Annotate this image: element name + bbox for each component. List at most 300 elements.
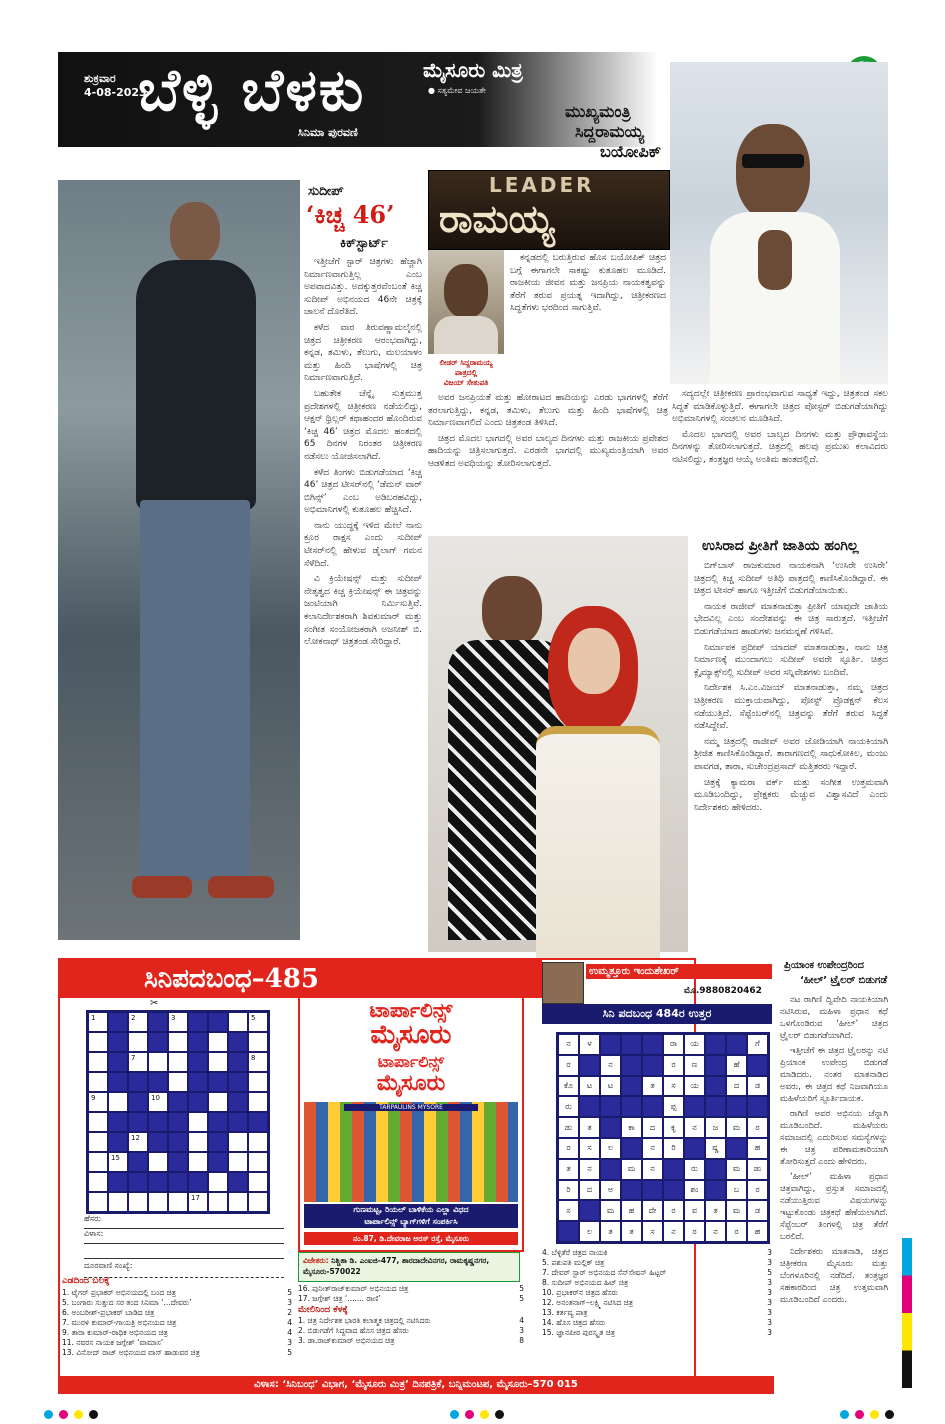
answer-cell: ನ xyxy=(579,1159,600,1180)
answer-cell: ರ xyxy=(726,1221,747,1242)
crossword-cell[interactable] xyxy=(88,1032,108,1052)
answer-cell xyxy=(705,1159,726,1180)
answers-clue-list xyxy=(542,1248,772,1338)
crossword-cell[interactable] xyxy=(248,1012,268,1032)
crossword-cell xyxy=(208,1012,228,1032)
yellow-dot-2 xyxy=(480,1410,489,1419)
clue-text: 5. ಬಂಗಾರು ಸುತ್ತುದ ಸರ ತಂದ ಸಿನಿಮಾ ‘...ದೇವರು’ xyxy=(62,1298,192,1307)
woman-dress xyxy=(536,726,660,960)
crossword-cell xyxy=(148,1112,168,1132)
crossword-cell[interactable] xyxy=(88,1192,108,1212)
crossword-cell[interactable] xyxy=(248,1092,268,1112)
answer-cell: ಅ xyxy=(600,1180,621,1201)
answer-cell xyxy=(600,1034,621,1055)
romance-para-5: ನಮ್ಮ ಚಿತ್ರದಲ್ಲಿ ರಾಜೀವ್ ಅವರ ಜೋಡಿಯಾಗಿ ನಾಯಕಿಯಾಗಿ ಶ್ರೀಜಿತ ಕಾಣಿಸಿಕೊಂಡಿದ್ದಾರೆ. ತಾರಾಗಣದಲ್ಲಿ ಸಾಧುಕೋಕಿಲ, ಮಂಜು ಪಾವಗಡ, ತಾರಾ, ಸುಚೇಂದ್ರಪ್ರಸಾದ್ ಮತ್ತಿತರರು ಇದ್ದಾರೆ. xyxy=(694,736,888,772)
magenta-dot-3 xyxy=(855,1410,864,1419)
crossword-cell xyxy=(228,1072,248,1092)
answer-cell: ರ xyxy=(663,1055,684,1076)
crossword-cell[interactable] xyxy=(128,1052,148,1072)
crossword-cell xyxy=(128,1152,148,1172)
crossword-cell[interactable] xyxy=(148,1052,168,1072)
registration-marks-left xyxy=(44,1404,104,1423)
cell-number: 10 xyxy=(151,1094,160,1102)
crossword-cell[interactable] xyxy=(168,1192,188,1212)
crossword-cell xyxy=(108,1112,128,1132)
clue-length: 3 xyxy=(767,1328,772,1337)
clue-row xyxy=(298,1316,524,1326)
crossword-cell[interactable] xyxy=(208,1092,228,1112)
crossword-cell xyxy=(108,1132,128,1152)
crossword-cell[interactable] xyxy=(128,1132,148,1152)
answer-cell: ಮ xyxy=(726,1159,747,1180)
crossword-cell[interactable] xyxy=(188,1192,208,1212)
crossword-cell[interactable] xyxy=(88,1052,108,1072)
crossword-cell[interactable] xyxy=(148,1092,168,1112)
sudeep-para-6: ವಿ ಕ್ರಿಯೇಷನ್ಸ್ ಮತ್ತು ಸುದೀಪ್ ನೇತೃತ್ವದ ಕಿಚ್ಚ ಕ್ರಿಯೇಷನ್ಸ್ ಈ ಚಿತ್ರವನ್ನು ಜಂಟಿಯಾಗಿ ನಿರ್ಮಿಸುತ್ತಿವೆ. ಕಲಾನಿರ್ದೇಶಕರಾಗಿ ಶಿವಕುಮಾರ್ ಮತ್ತು ಸಂಗೀತ ಸಂಯೋಜಕರಾಗಿ ಅಜನೀಶ್ ಬಿ. ಲೋಕನಾಥ್ ಚಿತ್ರತಂಡ ಸೇರಿದ್ದಾರೆ. xyxy=(304,574,422,648)
crossword-cell xyxy=(228,1052,248,1072)
answer-cell: ನ xyxy=(558,1034,579,1055)
answer-cell: ಸ xyxy=(579,1138,600,1159)
shop-sign: TARPAULINS MYSORE xyxy=(344,1104,478,1111)
answer-cell xyxy=(726,1096,747,1117)
clue-length: 3 xyxy=(767,1278,772,1287)
clue-row xyxy=(62,1288,292,1298)
address-field-2[interactable] xyxy=(84,1244,284,1259)
caption-line-3: ವಿಜಯ್ ಸೇತುಪತಿ xyxy=(443,378,489,387)
crossword-cell[interactable] xyxy=(108,1152,128,1172)
clue-row xyxy=(542,1248,772,1258)
crossword-cell[interactable] xyxy=(88,1072,108,1092)
leader-story-body-right xyxy=(672,388,888,534)
crossword-cell xyxy=(148,1072,168,1092)
crossword-cell[interactable] xyxy=(188,1112,208,1132)
answer-cell: ಸ xyxy=(558,1200,579,1221)
ad-line-3: ಟಾರ್ಪಾಲಿನ್ಸ್ xyxy=(377,1052,445,1071)
answer-cell: ಡ xyxy=(747,1076,768,1097)
leader-kicker-1: ಮುಖ್ಯಮಂತ್ರಿ xyxy=(565,102,631,121)
upendra-para-2: ಇತ್ತೀಚೆಗೆ ಈ ಚಿತ್ರದ ಟ್ರೈಲರನ್ನು ನಟಿ ಪ್ರಿಯಾಂಕ ಉಪೇಂದ್ರ ಬಿಡುಗಡೆ ಮಾಡಿದರು. ನಂತರ ಮಾತನಾಡಿದ ಅವರು, ಈ ಚಿತ್ರದ ಕಥೆ ನಿಜವಾಗಿಯೂ ಮಹಿಳೆಯರಿಗೆ ಸ್ಪೂರ್ತಿದಾಯಕ. xyxy=(780,1046,888,1104)
crossword-cell xyxy=(228,1112,248,1132)
clue-row xyxy=(542,1258,772,1268)
answer-cell: ಮ xyxy=(600,1200,621,1221)
answer-cell xyxy=(579,1055,600,1076)
clue-text: 5. ಪಶುಪತಿ ಮಲ್ಲಿಕ್ ಚಿತ್ರ xyxy=(542,1258,605,1267)
crossword-cell[interactable] xyxy=(168,1052,188,1072)
leader-logo-main: ರಾಮಯ್ಯ xyxy=(439,197,555,241)
answer-cell: ಹ xyxy=(747,1138,768,1159)
clue-row xyxy=(542,1328,772,1338)
romance-para-6: ಚಿತ್ರಕ್ಕೆ ಕ್ಯಾಮರಾ ವರ್ಕ್ ಮತ್ತು ಸಂಗೀತ ಉತ್ತಮವಾಗಿ ಮೂಡಿಬಂದಿದ್ದು, ಪ್ರೇಕ್ಷಕರು ಮೆಚ್ಚುವ ವಿಶ್ವಾಸವಿದೆ ಎಂದು ನಿರ್ದೇಶಕರು ಹೇಳಿದರು. xyxy=(694,777,888,813)
paper-tagline: ● ಸತ್ಯಮೇವ ಜಯತೇ xyxy=(428,86,486,95)
crossword-cell[interactable] xyxy=(168,1012,188,1032)
answer-cell: ಡು xyxy=(747,1159,768,1180)
sudeep-jacket xyxy=(136,260,256,510)
crossword-cell xyxy=(168,1112,188,1132)
ad-line-2: ಮೈಸೂರು xyxy=(370,1020,452,1050)
masthead-subtitle: ಸಿನಿಮಾ ಪುರವಣಿ xyxy=(298,126,358,139)
crossword-cell[interactable] xyxy=(208,1032,228,1052)
answer-cell xyxy=(747,1055,768,1076)
clue-text: 11. ನವರಸ ನಾಯಕ ಜಗ್ಗೇಶ್ ‘ವಾಮಾಸ’ xyxy=(62,1338,164,1347)
crossword-cell xyxy=(248,1112,268,1132)
cell-number: 8 xyxy=(251,1054,256,1062)
clue-text: 15. ಜ್ಞಾನಪೀಠ ಪುರಸ್ಕೃತ ಚಿತ್ರ xyxy=(542,1328,616,1337)
answer-cell: ಮ xyxy=(726,1117,747,1138)
answer-cell: ಸ xyxy=(663,1076,684,1097)
down-title: ಮೇಲಿನಿಂದ ಕೆಳಕ್ಕೆ xyxy=(298,1305,348,1315)
sudeep-subhead: ಕಿಕ್‌ಸ್ಟಾರ್ಟ್ xyxy=(340,236,389,251)
crossword-cell xyxy=(228,1092,248,1112)
answer-cell: ರು xyxy=(684,1159,705,1180)
author-photo xyxy=(542,962,584,1004)
answer-cell xyxy=(726,1034,747,1055)
clue-text: 3. ಡಾ.ರಾಜ್‌ಕುಮಾರ್ ಅಭಿನಯದ ಚಿತ್ರ xyxy=(298,1336,395,1345)
answer-cell: ಣ xyxy=(684,1055,705,1076)
clue-row xyxy=(62,1338,292,1348)
clue-text: 6. ಅಂಬರೀಶ್-ಪ್ರಭಾಕರ್ ಬಾಡಿದ ಚಿತ್ರ xyxy=(62,1308,155,1317)
crossword-cell[interactable] xyxy=(228,1192,248,1212)
clue-length: 3 xyxy=(287,1338,292,1347)
sudeep-para-3: ಬಹುತೇಕ ಚೆನ್ನೈ ಸುತ್ತಮುತ್ತ ಪ್ರದೇಶಗಳಲ್ಲಿ ಚಿತ್ರೀಕರಣ ನಡೆಯಲಿದ್ದು, ಆಕ್ಷನ್ ಥ್ರಿಲ್ಲರ್ ಕಥಾಹಂದರ ಹೊಂದಿರುವ ‘ಕಿಚ್ಚ 46’ ಚಿತ್ರದ ಮೊದಲ ಹಂತದಲ್ಲಿ 65 ದಿನಗಳ ನಿರಂತರ ಚಿತ್ರೀಕರಣ ನಡೆಸಲು ಯೋಜಿಸಲಾಗಿದೆ. xyxy=(304,388,422,462)
leader-kicker-2: ಸಿದ್ದರಾಮಯ್ಯ xyxy=(575,122,644,141)
answer-cell: ರಿ xyxy=(558,1180,579,1201)
answer-cell: ನ xyxy=(705,1221,726,1242)
answers-author: ಉಮ್ಮತ್ತೂರು ಇಂದುಶೇಖರ್ xyxy=(586,964,772,979)
sudeep-para-1: ಇತ್ತೀಚೆಗೆ ಸ್ಟಾರ್ ಚಿತ್ರಗಳು ಹೆಚ್ಚಾಗಿ ನಿರ್ಮಾಣವಾಗುತ್ತಿಲ್ಲ ಎಂಬ ಅಪವಾದವಿತ್ತು. ಅದಕ್ಕುತ್ತರವೆಂಬಂತೆ ಕಿಚ್ಚ ಸುದೀಪ್ ಅಭಿನಯದ 46ನೇ ಚಿತ್ರಕ್ಕೆ ಚಾಲನೆ ದೊರೆತಿದೆ. xyxy=(304,257,422,318)
clue-text: 7. ಮುರಳಿ ಕುಮಾರ್-ಗಾಯತ್ರಿ ಅಭಿನಯದ ಚಿತ್ರ xyxy=(62,1318,177,1327)
cyan-dot-2 xyxy=(450,1410,459,1419)
upendra-headline-2: ‘ಹೀಲ್’ ಟ್ರೈಲರ್ ಬಿಡುಗಡೆ xyxy=(800,975,888,986)
clue-length: 4 xyxy=(287,1318,292,1327)
answer-cell: ಹ xyxy=(747,1221,768,1242)
crossword-cell xyxy=(108,1032,128,1052)
answer-cell: ಯ xyxy=(684,1076,705,1097)
clue-row xyxy=(62,1298,292,1308)
answer-cell: ತ xyxy=(600,1221,621,1242)
crossword-cell[interactable] xyxy=(168,1032,188,1052)
caption-line-1: ಲೀಡರ್ ಸಿದ್ದರಾಮಯ್ಯ xyxy=(439,358,493,367)
clue-length: 5 xyxy=(767,1268,772,1277)
portrait-caption xyxy=(424,358,508,388)
answer-cell: ವ xyxy=(684,1200,705,1221)
answer-cell: ತ xyxy=(642,1076,663,1097)
crossword-cell xyxy=(108,1012,128,1032)
answer-cell xyxy=(579,1200,600,1221)
answer-cell xyxy=(705,1096,726,1117)
clue-length: 4 xyxy=(287,1328,292,1337)
crossword-cell[interactable] xyxy=(128,1012,148,1032)
sudeep-kicker: ಸುದೀಪ್ xyxy=(308,184,344,199)
ad-address: ನಂ.87, ಡಿ.ದೇವರಾಜ ಅರಸ್ ರಸ್ತೆ, ಮೈಸೂರು xyxy=(304,1232,518,1245)
crossword-cell[interactable] xyxy=(188,1152,208,1172)
crossword-cell[interactable] xyxy=(208,1192,228,1212)
answer-cell: ರಿ xyxy=(663,1138,684,1159)
clue-row xyxy=(62,1348,292,1358)
crossword-cell xyxy=(168,1152,188,1172)
crossword-cell[interactable] xyxy=(248,1032,268,1052)
crossword-cell[interactable] xyxy=(88,1092,108,1112)
answer-cell: ದ xyxy=(726,1076,747,1097)
address-field[interactable] xyxy=(84,1229,284,1244)
cell-number: 7 xyxy=(131,1054,136,1062)
answer-cell xyxy=(621,1138,642,1159)
answer-cell: ಲ xyxy=(579,1221,600,1242)
crossword-cell xyxy=(208,1132,228,1152)
registration-marks-right xyxy=(840,1404,900,1423)
man-head xyxy=(482,576,542,646)
crossword-cell[interactable] xyxy=(248,1072,268,1092)
crossword-cell xyxy=(108,1172,128,1192)
crossword-cell[interactable] xyxy=(248,1132,268,1152)
crossword-grid xyxy=(86,1010,270,1214)
cell-number: 17 xyxy=(191,1194,200,1202)
leader-para-3: ಚಿತ್ರದ ಮೊದಲ ಭಾಗದಲ್ಲಿ ಅವರ ಬಾಲ್ಯದ ದಿನಗಳು ಮತ್ತು ರಾಜಕೀಯ ಪ್ರವೇಶದ ಹಾದಿಯನ್ನು ಚಿತ್ರಿಸಲಾಗುತ್ತದೆ. ಎರಡನೇ ಭಾಗದಲ್ಲಿ ಮುಖ್ಯಮಂತ್ರಿಯಾಗಿ ಅವರ ಆಡಳಿತದ ಅವಧಿಯನ್ನು ತೋರಿಸಲಾಗುತ್ತದೆ. xyxy=(428,433,668,469)
right-color-bar xyxy=(902,1238,912,1388)
crossword-cell xyxy=(208,1072,228,1092)
sudeep-headline: ‘ಕಿಚ್ಚ 46’ xyxy=(306,200,395,229)
clue-text: 8. ಸುದೀಪ್ ಅಭಿನಯದ ಹಿಟ್ ಚಿತ್ರ xyxy=(542,1278,629,1287)
crossword-footer: ವಿಳಾಸ: ‘ಸಿನಿಬಂಧ’ ವಿಭಾಗ, ‘ಮೈಸೂರು ಮಿತ್ರ’ ದಿನಪತ್ರಿಕೆ, ಬನ್ನಿಮಂಟಪ, ಮೈಸೂರು–570 015 xyxy=(58,1376,774,1394)
answer-cell: ರ xyxy=(558,1055,579,1076)
clue-text: 9. ತಾರಾ ಕುಮಾರ್-ರಾಧಿಕ ಅಭಿನಯದ ಚಿತ್ರ xyxy=(62,1328,168,1337)
answer-cell xyxy=(705,1034,726,1055)
answer-cell xyxy=(621,1076,642,1097)
sudeep-para-5: ನಾನು ಯುದ್ಧಕ್ಕೆ ಇಳಿದ ಮೇಲೆ ನಾನು ಕ್ರೂರ ರಾಕ್ಷಸ ಎಂದು ಸುದೀಪ್ ಟೀಸರ್‌ನಲ್ಲಿ ಹೇಳುವ ಡೈಲಾಗ್ ಗಮನ ಸೆಳೆದಿದೆ. xyxy=(304,520,422,569)
answer-cell: ಕಾ xyxy=(621,1117,642,1138)
romance-headline: ಉಸಿರಾದ ಪ್ರೀತಿಗೆ ಜಾತಿಯ ಹಂಗಿಲ್ಲ xyxy=(702,538,859,554)
clue-text: 7. ದೇವರ್ ಸ್ಟಾರ್ ಅಭಿನಯದ ಸೆನ್‌ಸೇಷನ್ ಹಿಟ್ಟರ್ xyxy=(542,1268,667,1277)
upendra-story-body xyxy=(780,994,888,1390)
crossword-cell[interactable] xyxy=(88,1012,108,1032)
answer-cell: ನ xyxy=(642,1159,663,1180)
answer-cell xyxy=(642,1180,663,1201)
answer-cell xyxy=(705,1076,726,1097)
answer-cell xyxy=(621,1096,642,1117)
crossword-cell xyxy=(188,1032,208,1052)
sudeep-para-2: ಕಳೆದ ವಾರ ತಿರುವಣ್ಣಾಮಲೈನಲ್ಲಿ ಚಿತ್ರದ ಚಿತ್ರೀಕರಣ ಆರಂಭವಾಗಿದ್ದು, ಕನ್ನಡ, ತಮಿಳು, ತೆಲುಗು, ಮಲಯಾಳಂ ಮತ್ತು ಹಿಂದಿ ಭಾಷೆಗಳಲ್ಲಿ ಚಿತ್ರ ನಿರ್ಮಾಣವಾಗುತ್ತಿದೆ. xyxy=(304,322,422,384)
upendra-para-1: ನಟ ರಾಗಿಣಿ ದ್ವಿವೇದಿ ನಾಯಕಿಯಾಗಿ ನಟಿಸಿರುವ, ಮಹಿಳಾ ಪ್ರಧಾನ ಕಥೆ ಒಳಗೊಂಡಿರುವ ‘ಹೀಲ್’ ಚಿತ್ರದ ಟ್ರೈಲರ್ ಬಿಡುಗಡೆಯಾಗಿದೆ. xyxy=(780,995,888,1041)
scissor-icon: ✂ xyxy=(150,998,159,1009)
leader-right-para-2: ಮೊದಲ ಭಾಗದಲ್ಲಿ ಅವರ ಬಾಲ್ಯದ ದಿನಗಳು ಮತ್ತು ಪ್ರೌಢಾವಸ್ಥೆಯ ದಿನಗಳನ್ನು ತೋರಿಸಲಾಗುತ್ತದೆ. ಚಿತ್ರದಲ್ಲಿ ಹಲವು ಪ್ರಮುಖ ಕಲಾವಿದರು ನಟಿಸಲಿದ್ದು, ತಂತ್ರಜ್ಞರ ಆಯ್ಕೆ ಅಂತಿಮ ಹಂತದಲ್ಲಿದೆ. xyxy=(672,429,888,465)
crossword-cell[interactable] xyxy=(88,1112,108,1132)
ad-tag-box xyxy=(304,1204,518,1228)
leader-story-body-wide xyxy=(428,392,668,532)
crossword-cell xyxy=(188,1012,208,1032)
answer-cell: ರ xyxy=(747,1180,768,1201)
leader-kicker-3: ಬಯೋಪಿಕ್ xyxy=(600,142,662,161)
ad-tag-2: ಟಾರ್ಪಾಲಿನ್ಸ್ ಬ್ಯಾಗ್‌ಗಳಿಗೆ ಸಂಪರ್ಕಿಸಿ xyxy=(364,1217,458,1226)
upendra-headline-1: ಪ್ರಿಯಾಂಕ ಉಪೇಂದ್ರರಿಂದ xyxy=(784,960,864,971)
crossword-cell[interactable] xyxy=(228,1152,248,1172)
registration-marks-center xyxy=(450,1404,510,1423)
across-clues xyxy=(62,1276,292,1358)
leader-right-para-1: ಸದ್ಯದಲ್ಲೇ ಚಿತ್ರೀಕರಣ ಪ್ರಾರಂಭವಾಗುವ ಸಾಧ್ಯತೆ ಇದ್ದು, ಚಿತ್ರತಂಡ ಸಕಲ ಸಿದ್ಧತೆ ಮಾಡಿಕೊಳ್ಳುತ್ತಿದೆ. ಈಗಾಗಲೇ ಚಿತ್ರದ ಪೋಸ್ಟರ್ ಬಿಡುಗಡೆಯಾಗಿದ್ದು ಅಭಿಮಾನಿಗಳಲ್ಲಿ ಸಂಚಲನ ಮೂಡಿಸಿದೆ. xyxy=(672,389,888,425)
answer-cell: ಡ xyxy=(747,1200,768,1221)
answer-cell xyxy=(747,1096,768,1117)
clue-text: 1. ಚಿತ್ರ ನಿರ್ದೇಶಕ ಭಾರತಿ ಕಲಾತ್ಮಕ ಚಿತ್ರದಲ್ಲಿ ನಟಿಸಿದರು xyxy=(298,1316,431,1325)
crossword-form xyxy=(84,1214,284,1278)
answers-grid xyxy=(556,1032,770,1244)
clue-text: 4. ಬೆಳ್ಳಿತೆರೆ ಚಿತ್ರದ ನಾಯಕಿ xyxy=(542,1248,608,1257)
ad-line-4: ಮೈಸೂರು xyxy=(376,1070,446,1096)
romance-para-1: ಬಿಗ್‌ಬಾಸ್ ರಾಜಕುಮಾರ ನಾಯಕನಾಗಿ ‘ಉಸಿರೇ ಉಸಿರೇ’ ಚಿತ್ರದಲ್ಲಿ ಕಿಚ್ಚ ಸುದೀಪ್ ಅತಿಥಿ ಪಾತ್ರದಲ್ಲಿ ಕಾಣಿಸಿಕೊಂಡಿದ್ದಾರೆ. ಈ ಚಿತ್ರದ ಟೀಸರ್ ಹಾಗೂ ಇತ್ತೀಚೆಗೆ ಬಿಡುಗಡೆಯಾಯಿತು. xyxy=(694,561,888,597)
actor-face xyxy=(444,264,488,318)
clue-length: 5 xyxy=(519,1294,524,1303)
clue-row xyxy=(542,1318,772,1328)
crossword-cell[interactable] xyxy=(88,1152,108,1172)
black-dot-3 xyxy=(885,1410,894,1419)
clue-text: 12. ಅನಂತನಾಗ್–ಲಕ್ಷ್ಮಿ ನಟಿಸಿದ ಚಿತ್ರ xyxy=(542,1298,633,1307)
crossword-cell[interactable] xyxy=(128,1192,148,1212)
crossword-cell xyxy=(108,1072,128,1092)
crossword-title: ಸಿನಿಪದಬಂಧ–485 xyxy=(144,964,319,994)
answer-cell: ಟ xyxy=(579,1076,600,1097)
clue-text: 2. ಬಿಡುಗಡೆಗೆ ಸಿದ್ಧವಾದ ಹೊಸ ಚಿತ್ರದ ಹೆಸರು xyxy=(298,1326,409,1335)
sudeep-jeans xyxy=(140,500,250,880)
name-label: ಹೆಸರು xyxy=(84,1214,101,1223)
answer-cell: ತ xyxy=(621,1221,642,1242)
crossword-cell[interactable] xyxy=(168,1072,188,1092)
crossword-cell xyxy=(148,1012,168,1032)
crossword-cell xyxy=(228,1172,248,1192)
cm-hands xyxy=(758,230,792,290)
answer-cell xyxy=(600,1159,621,1180)
answer-cell: ಲ xyxy=(600,1138,621,1159)
answer-cell xyxy=(600,1117,621,1138)
crossword-cell xyxy=(188,1172,208,1192)
crossword-cell[interactable] xyxy=(228,1012,248,1032)
answer-cell xyxy=(684,1096,705,1117)
answer-cell: ಶಂ xyxy=(684,1180,705,1201)
answer-cell: ಸ xyxy=(642,1221,663,1242)
clue-row xyxy=(298,1336,524,1346)
answer-cell xyxy=(621,1055,642,1076)
crossword-cell[interactable] xyxy=(108,1192,128,1212)
name-field[interactable] xyxy=(84,1214,284,1229)
crossword-cell xyxy=(168,1092,188,1112)
crossword-cell xyxy=(148,1132,168,1152)
clue-length: 5 xyxy=(519,1284,524,1293)
masthead-day: ಶುಕ್ರವಾರ xyxy=(84,72,116,85)
winner-label: ವಿಜೇತರು: xyxy=(303,1256,329,1265)
cyan-dot-3 xyxy=(840,1410,849,1419)
leader-logo-top: LEADER xyxy=(489,173,595,197)
crossword-cell[interactable] xyxy=(148,1152,168,1172)
crossword-cell[interactable] xyxy=(148,1192,168,1212)
answer-cell xyxy=(663,1180,684,1201)
sudeep-head xyxy=(170,202,220,264)
answer-cell: ರಾ xyxy=(663,1034,684,1055)
paper-name: ಮೈಸೂರು ಮಿತ್ರ xyxy=(423,58,523,82)
answer-cell: ದ xyxy=(579,1180,600,1201)
crossword-cell[interactable] xyxy=(88,1172,108,1192)
sudeep-story-body xyxy=(304,256,422,946)
answer-cell xyxy=(705,1180,726,1201)
answer-cell: ರ xyxy=(558,1138,579,1159)
crossword-cell xyxy=(228,1032,248,1052)
crossword-cell[interactable] xyxy=(248,1152,268,1172)
leader-para-2: ಅವರ ಜನಪ್ರಿಯತೆ ಮತ್ತು ಹೋರಾಟದ ಹಾದಿಯನ್ನು ಎರಡು ಭಾಗಗಳಲ್ಲಿ ತೆರೆಗೆ ತರಲಾಗುತ್ತಿದ್ದು, ಕನ್ನಡ, ತಮಿಳು, ತೆಲುಗು ಮತ್ತು ಹಿಂದಿ ಭಾಷೆಗಳಲ್ಲಿ ಚಿತ್ರ ನಿರ್ಮಾಣವಾಗಲಿದೆ ಎಂದು ಚಿತ್ರತಂಡ ತಿಳಿಸಿದೆ. xyxy=(428,393,668,429)
clue-text: 13. ಕರ್ತವ್ಯ ಪಾತ್ರ xyxy=(542,1308,588,1317)
answer-cell: ರ xyxy=(684,1221,705,1242)
crossword-cell[interactable] xyxy=(248,1172,268,1192)
leader-title-logo xyxy=(428,170,670,250)
answer-cell xyxy=(726,1138,747,1159)
masthead-title: ಬೆಳ್ಳಿ ಬೆಳಕು xyxy=(138,56,366,124)
clue-length: 3 xyxy=(767,1258,772,1267)
answer-cell xyxy=(705,1055,726,1076)
crossword-cell xyxy=(128,1112,148,1132)
answer-cell: ಗೆ xyxy=(747,1034,768,1055)
clue-length: 4 xyxy=(519,1316,524,1325)
answers-title: ಸಿನಿ ಪದಬಂಧ 484ರ ಉತ್ತರ xyxy=(542,1004,772,1024)
crossword-cell xyxy=(148,1172,168,1192)
clue-row xyxy=(542,1298,772,1308)
yellow-dot xyxy=(74,1410,83,1419)
answer-cell: ಷ್ಣ xyxy=(705,1138,726,1159)
winner-box xyxy=(298,1252,520,1282)
crossword-cell[interactable] xyxy=(208,1052,228,1072)
woman-face xyxy=(568,628,620,694)
crossword-cell[interactable] xyxy=(88,1132,108,1152)
crossword-cell[interactable] xyxy=(188,1132,208,1152)
answer-cell: ಹೆ xyxy=(726,1055,747,1076)
clue-length: 3 xyxy=(767,1318,772,1327)
romance-para-3: ನಿರ್ಮಾಪಕ ಪ್ರದೀಪ್ ಯಾದವ್ ಮಾತನಾಡುತ್ತಾ, ನಾನು ಚಿತ್ರ ನಿರ್ಮಾಣಕ್ಕೆ ಮುಂದಾಗಲು ಸುದೀಪ್ ಅವರೇ ಸ್ಫೂರ್ತಿ. ಚಿತ್ರದ ಕ್ಲೈಮ್ಯಾಕ್ಸ್‌ನಲ್ಲಿ ಸುದೀಪ್ ಅವರ ಸನ್ನಿವೇಶಗಳು ಬಂದಿವೆ. xyxy=(694,642,888,678)
crossword-cell[interactable] xyxy=(248,1052,268,1072)
crossword-cell xyxy=(208,1112,228,1132)
answer-cell: ಕೃ xyxy=(663,1117,684,1138)
mid-clues xyxy=(298,1284,524,1346)
clue-length: 3 xyxy=(767,1288,772,1297)
caption-line-2: ಪಾತ್ರದಲ್ಲಿ xyxy=(454,368,478,377)
answer-cell: ದೇ xyxy=(642,1200,663,1221)
cm-face xyxy=(736,124,810,220)
winner-text: ನಿಶ್ಚಿತಾ ಡಿ. ಎಂಐಜಿ-477, ಶಾರದಾದೇವಿನಗರ, ರಾಮಕೃಷ್ಣನಗರ, ಮೈಸೂರು-570022 xyxy=(303,1256,490,1276)
down-list xyxy=(298,1316,524,1346)
sudeep-shoe-right xyxy=(208,876,274,898)
crossword-cell[interactable] xyxy=(128,1032,148,1052)
crossword-cell[interactable] xyxy=(228,1132,248,1152)
answer-cell xyxy=(642,1034,663,1055)
cell-number: 3 xyxy=(171,1014,176,1022)
clue-row xyxy=(542,1288,772,1298)
crossword-cell[interactable] xyxy=(108,1092,128,1112)
answer-cell xyxy=(684,1138,705,1159)
answer-cell: ನ xyxy=(663,1221,684,1242)
couple-photo xyxy=(428,536,688,952)
clue-text: 14. ಹೊಸ ಚಿತ್ರದ ಹೆಸರು xyxy=(542,1318,606,1327)
answer-cell: ಡು xyxy=(558,1117,579,1138)
phone-label: ದೂರವಾಣಿ ಸಂಖ್ಯೆ: xyxy=(84,1261,133,1270)
clue-row xyxy=(62,1328,292,1338)
sudeep-shoe-left xyxy=(132,876,192,898)
cell-number: 1 xyxy=(91,1014,96,1022)
romance-story-body xyxy=(694,560,888,952)
crossword-cell[interactable] xyxy=(208,1172,228,1192)
answer-cell: ಟ xyxy=(600,1076,621,1097)
answer-cell: ಕೊ xyxy=(558,1076,579,1097)
crossword-cell[interactable] xyxy=(248,1192,268,1212)
romance-para-4: ನಿರ್ದೇಶಕ ಸಿ.ಎಂ.ವಿಜಯ್ ಮಾತನಾಡುತ್ತಾ, ನಮ್ಮ ಚಿತ್ರದ ಚಿತ್ರೀಕರಣ ಮುಕ್ತಾಯವಾಗಿದ್ದು, ಪೋಸ್ಟ್ ಪ್ರೊಡಕ್ಷನ್ ಕೆಲಸ ನಡೆಯುತ್ತಿದೆ. ಸೆಪ್ಟೆಂಬರ್‌ನಲ್ಲಿ ಚಿತ್ರವನ್ನು ತೆರೆಗೆ ತರುವ ಸಿದ್ಧತೆ ನಡೆಸಿದ್ದೇವೆ. xyxy=(694,683,888,732)
answer-cell: ನ xyxy=(684,1117,705,1138)
clue-row xyxy=(542,1308,772,1318)
answer-cell: ಹ xyxy=(621,1200,642,1221)
across-title: ಎಡದಿಂದ ಬಲಕ್ಕೆ xyxy=(62,1276,110,1286)
clue-length: 5 xyxy=(287,1288,292,1297)
yellow-dot-3 xyxy=(870,1410,879,1419)
cell-number: 12 xyxy=(131,1134,140,1142)
